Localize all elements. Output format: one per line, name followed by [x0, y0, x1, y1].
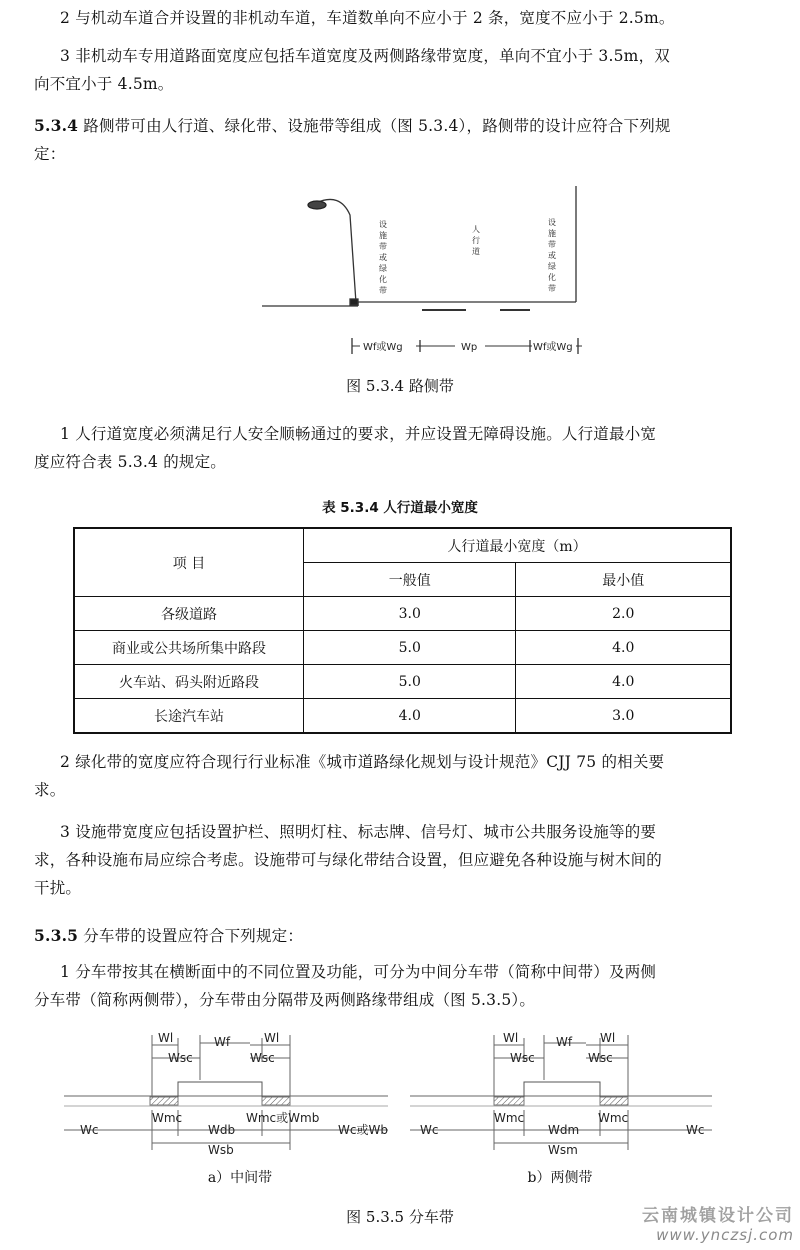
paragraph-text: 2 与机动车道合并设置的非机动车道，车道数单向不应小于 2 条，宽度不应小于 2.5m。	[60, 9, 675, 27]
dim-a-wsc2: Wsc	[250, 1051, 275, 1065]
zone-label-right: 设施带或绿化带	[547, 218, 557, 295]
section-number: 5.3.5	[34, 926, 79, 945]
table-cell-general: 4.0	[304, 699, 516, 734]
table-header-group: 人行道最小宽度（m）	[304, 528, 732, 563]
figure-5-3-4-caption: 图 5.3.4 路侧带	[346, 377, 454, 395]
dim-b-wc-left: Wc	[420, 1123, 439, 1137]
paragraph-text: 干扰。	[34, 879, 82, 897]
paragraph-text: 向不宜小于 4.5m。	[34, 75, 174, 93]
table-cell-general: 3.0	[304, 597, 516, 631]
figure-5-3-5-caption: 图 5.3.5 分车带	[346, 1208, 454, 1226]
paragraph-text: 3 设施带宽度应包括设置护栏、照明灯柱、标志牌、信号灯、城市公共服务设施等的要	[60, 823, 657, 841]
watermark	[642, 1201, 794, 1244]
zone-label-mid: 人行道	[471, 225, 481, 258]
zone-label-left: 设施带或绿化带	[378, 220, 388, 297]
dim-a-wmc-wmb: Wmc或Wmb	[246, 1111, 320, 1125]
paragraph-text: 度应符合表 5.3.4 的规定。	[34, 453, 226, 471]
dim-b-wl2: Wl	[600, 1031, 616, 1045]
paragraph-text: 1 人行道宽度必须满足行人安全顺畅通过的要求，并应设置无障碍设施。人行道最小宽	[60, 425, 657, 443]
dim-a-wsb: Wsb	[208, 1143, 234, 1157]
paragraph-text: 求。	[34, 781, 66, 799]
paragraph-text: 2 绿化带的宽度应符合现行行业标准《城市道路绿化规划与设计规范》CJJ 75 的相关要	[60, 753, 665, 771]
dim-left-label: Wf或Wg	[363, 342, 403, 353]
table-cell-min: 4.0	[516, 665, 731, 699]
paragraph-text: 3 非机动车专用道路面宽度应包括车道宽度及两侧路缘带宽度，单向不宜小于 3.5m，双	[60, 47, 670, 65]
paragraph-text: 分车带（简称两侧带），分车带由分隔带及两侧路缘带组成（图 5.3.5）。	[34, 991, 536, 1009]
table-cell-item: 各级道路	[74, 597, 304, 631]
section-number: 5.3.4	[34, 116, 79, 135]
dim-a-wl1: Wl	[158, 1031, 174, 1045]
figure-5-3-5b-caption: b）两侧带	[527, 1170, 593, 1186]
dim-a-wc-left: Wc	[80, 1123, 99, 1137]
table-header-general: 一般值	[304, 563, 516, 597]
dim-b-wsm: Wsm	[548, 1143, 578, 1157]
dim-a-wdb: Wdb	[208, 1123, 236, 1137]
paragraph-text: 求，各种设施布局应综合考虑。设施带可与绿化带结合设置，但应避免各种设施与树木间的	[34, 851, 663, 869]
dim-a-wmc: Wmc	[152, 1111, 183, 1125]
table-cell-min: 4.0	[516, 631, 731, 665]
table-cell-item: 长途汽车站	[74, 699, 304, 734]
dim-a-wf: Wf	[214, 1035, 231, 1049]
paragraph-text: 路侧带可由人行道、绿化带、设施带等组成（图 5.3.4），路侧带的设计应符合下列规	[78, 117, 671, 135]
dim-b-wl1: Wl	[503, 1031, 519, 1045]
table-header-min: 最小值	[516, 563, 731, 597]
dim-b-wsc2: Wsc	[588, 1051, 613, 1065]
watermark-url: www.ynczsj.com	[656, 1226, 794, 1244]
dim-a-wl2: Wl	[264, 1031, 280, 1045]
dim-b-wsc1: Wsc	[510, 1051, 535, 1065]
table-cell-min: 3.0	[516, 699, 731, 734]
dim-mid-label: Wp	[461, 342, 478, 353]
dim-b-wmc1: Wmc	[494, 1111, 525, 1125]
dim-b-wmc2: Wmc	[598, 1111, 629, 1125]
figure-5-3-5a-caption: a）中间带	[207, 1170, 273, 1186]
table-cell-min: 2.0	[516, 597, 731, 631]
table-header-item: 项 目	[74, 528, 304, 597]
dim-b-wf: Wf	[556, 1035, 573, 1049]
watermark-company: 云南城镇设计公司	[642, 1206, 794, 1226]
dim-a-wsc1: Wsc	[168, 1051, 193, 1065]
table-cell-item: 商业或公共场所集中路段	[74, 631, 304, 665]
table-cell-general: 5.0	[304, 631, 516, 665]
dim-right-label: Wf或Wg	[533, 342, 573, 353]
table-cell-general: 5.0	[304, 665, 516, 699]
table-cell-item: 火车站、码头附近路段	[74, 665, 304, 699]
paragraph-text: 定：	[34, 145, 66, 163]
dim-b-wdm: Wdm	[548, 1123, 580, 1137]
paragraph-text: 分车带的设置应符合下列规定：	[78, 927, 304, 945]
dim-b-wc-right: Wc	[686, 1123, 705, 1137]
table-5-3-4-title: 表 5.3.4 人行道最小宽度	[322, 500, 478, 516]
dim-a-wc-right: Wc或Wb	[338, 1123, 388, 1137]
paragraph-text: 1 分车带按其在横断面中的不同位置及功能，可分为中间分车带（简称中间带）及两侧	[60, 963, 657, 981]
